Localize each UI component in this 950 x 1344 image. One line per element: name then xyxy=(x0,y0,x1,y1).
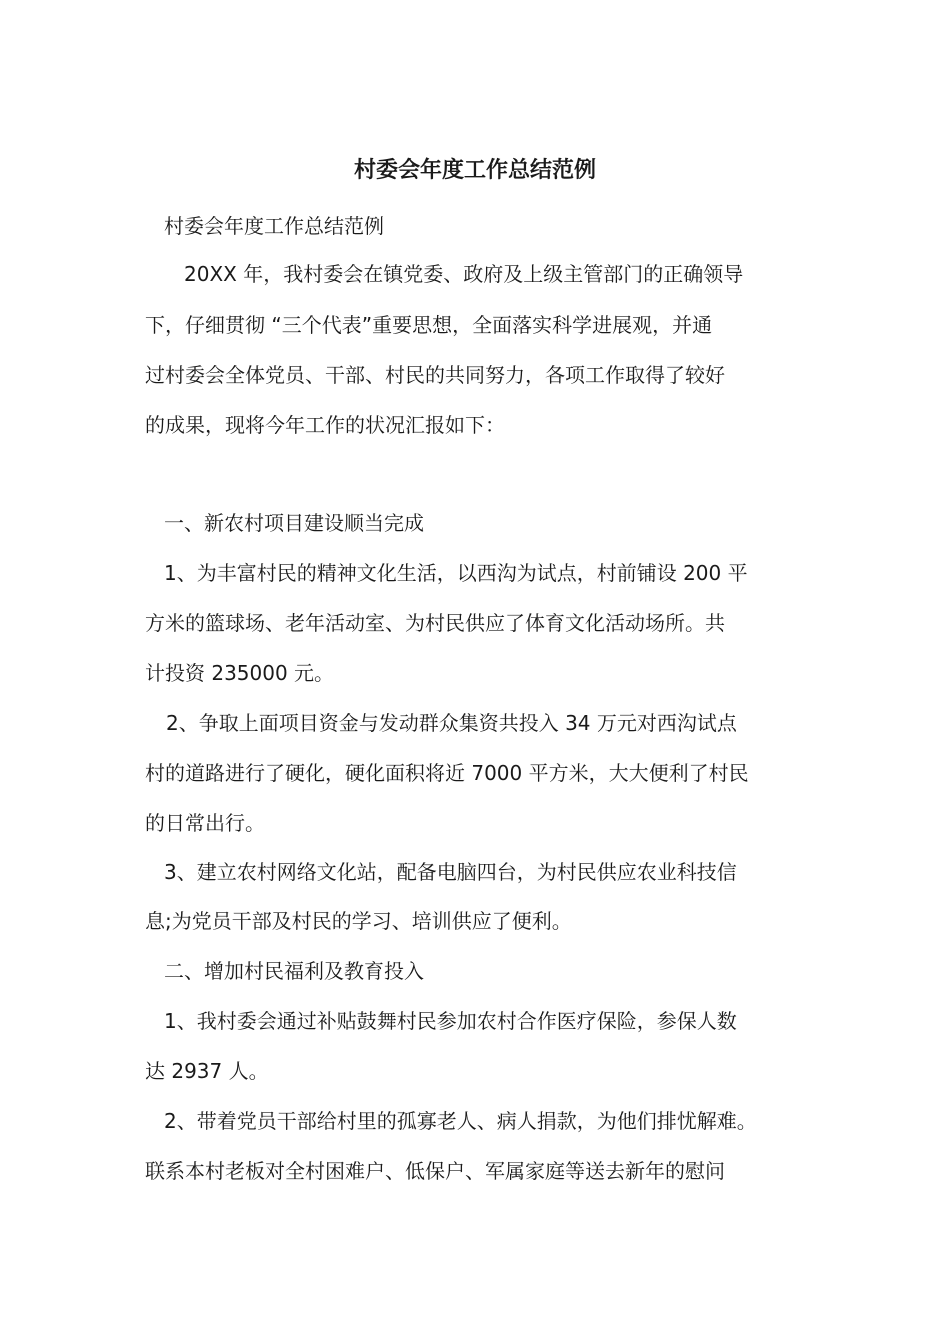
paragraph-line: 息;为党员干部及村民的学习、培训供应了便利。 xyxy=(145,909,572,933)
paragraph-line: 1、我村委会通过补贴鼓舞村民参加农村合作医疗保险，参保人数 xyxy=(164,1009,737,1033)
paragraph-line: 1、为丰富村民的精神文化生活，以西沟为试点，村前铺设 200 平 xyxy=(164,561,748,585)
section-heading: 二、增加村民福利及教育投入 xyxy=(164,959,424,983)
subtitle-line: 村委会年度工作总结范例 xyxy=(164,214,384,238)
paragraph-line: 过村委会全体党员、干部、村民的共同努力，各项工作取得了较好 xyxy=(145,363,725,387)
paragraph-line: 下，仔细贯彻 “三个代表”重要思想，全面落实科学进展观，并通 xyxy=(145,313,713,337)
paragraph-line: 方米的篮球场、老年活动室、为村民供应了体育文化活动场所。共 xyxy=(145,611,725,635)
paragraph-line: 的成果，现将今年工作的状况汇报如下： xyxy=(145,413,505,437)
paragraph-line: 3、建立农村网络文化站，配备电脑四台，为村民供应农业科技信 xyxy=(164,860,737,884)
paragraph-line: 达 2937 人。 xyxy=(145,1059,269,1083)
paragraph-line: 联系本村老板对全村困难户、低保户、军属家庭等送去新年的慰问 xyxy=(145,1159,725,1183)
paragraph-line: 的日常出行。 xyxy=(145,811,265,835)
section-heading: 一、新农村项目建设顺当完成 xyxy=(164,511,424,535)
paragraph-line: 2、带着党员干部给村里的孤寡老人、病人捐款，为他们排忧解难。 xyxy=(164,1109,757,1133)
paragraph-line: 20XX 年，我村委会在镇党委、政府及上级主管部门的正确领导 xyxy=(184,262,744,286)
paragraph-line: 计投资 235000 元。 xyxy=(145,661,335,685)
paragraph-line: 2、争取上面项目资金与发动群众集资共投入 34 万元对西沟试点 xyxy=(166,711,737,735)
document-title: 村委会年度工作总结范例 xyxy=(353,157,596,183)
paragraph-line: 村的道路进行了硬化，硬化面积将近 7000 平方米，大大便利了村民 xyxy=(145,761,749,785)
